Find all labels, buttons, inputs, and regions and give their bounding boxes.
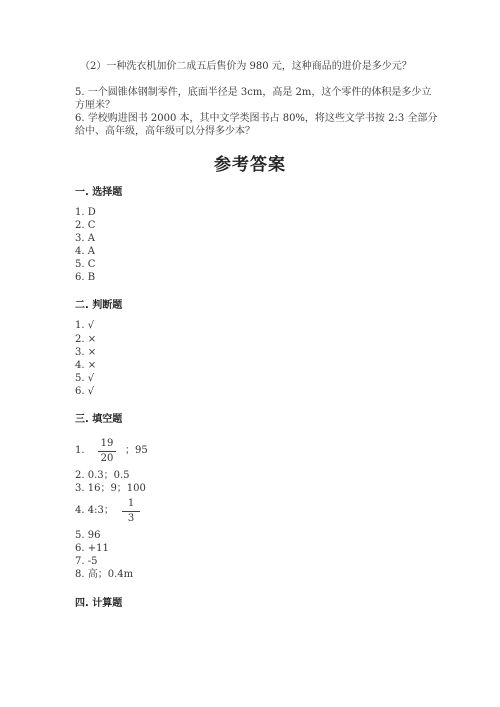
fill-answer-4-prefix: 4. 4:3；: [75, 505, 114, 516]
fraction-bar: [122, 511, 140, 512]
section-judge-heading: 二. 判断题: [75, 300, 123, 311]
fill-answer-4-fraction: [122, 498, 140, 525]
choice-answer: 6. B: [75, 272, 96, 283]
judge-answer: 6. √: [75, 386, 95, 397]
choice-answer: 1. D: [75, 207, 96, 218]
fraction-denominator: 20: [100, 453, 114, 464]
judge-answer: 2. ×: [75, 334, 97, 345]
fill-answer: 2. 0.3；0.5: [75, 470, 130, 481]
question-5-line-1: 5. 一个圆锥体钢制零件，底面半径是 3cm，高是 2m，这个零件的体积是多少立: [75, 87, 432, 98]
fraction-bar: [98, 451, 116, 452]
choice-answer: 3. A: [75, 233, 95, 244]
question-6-line-1: 6. 学校购进图书 2000 本，其中文学类图书占 80%，将这些文学书按 2:3 全部分: [75, 113, 438, 124]
question-6-line-2: 给中、高年级，高年级可以分得多少本？: [75, 126, 255, 137]
fill-answer-1-fraction: [98, 438, 116, 465]
section-fill-heading: 三. 填空题: [75, 414, 123, 425]
judge-answer: 1. √: [75, 320, 95, 331]
choice-answer: 2. C: [75, 220, 96, 231]
choice-answer: 5. C: [75, 259, 96, 270]
choice-answer: 4. A: [75, 246, 95, 257]
question-4-part-2: （2）一种洗衣机加价二成五后售价为 980 元，这种商品的进价是多少元？: [80, 61, 412, 72]
section-calc-heading: 四. 计算题: [75, 598, 123, 609]
section-choice-heading: 一. 选择题: [75, 187, 123, 198]
fill-answer: 7. -5: [75, 556, 98, 567]
fraction-numerator: 1: [127, 498, 135, 509]
question-5-line-2: 方厘米？: [75, 100, 115, 111]
fill-answer-1-suffix: ；95: [125, 445, 148, 456]
answer-title: 参考答案: [214, 155, 286, 175]
judge-answer: 3. ×: [75, 347, 97, 358]
judge-answer: 4. ×: [75, 360, 97, 371]
fraction-denominator: 3: [127, 513, 135, 524]
fill-answer: 5. 96: [75, 530, 101, 541]
fill-answer: 8. 高；0.4m: [75, 569, 134, 580]
fraction-numerator: 19: [100, 438, 114, 449]
fill-answer: 6. +11: [75, 543, 109, 554]
fill-answer-1-prefix: 1.: [75, 445, 85, 456]
fill-answer: 3. 16；9；100: [75, 483, 146, 494]
judge-answer: 5. √: [75, 373, 95, 384]
